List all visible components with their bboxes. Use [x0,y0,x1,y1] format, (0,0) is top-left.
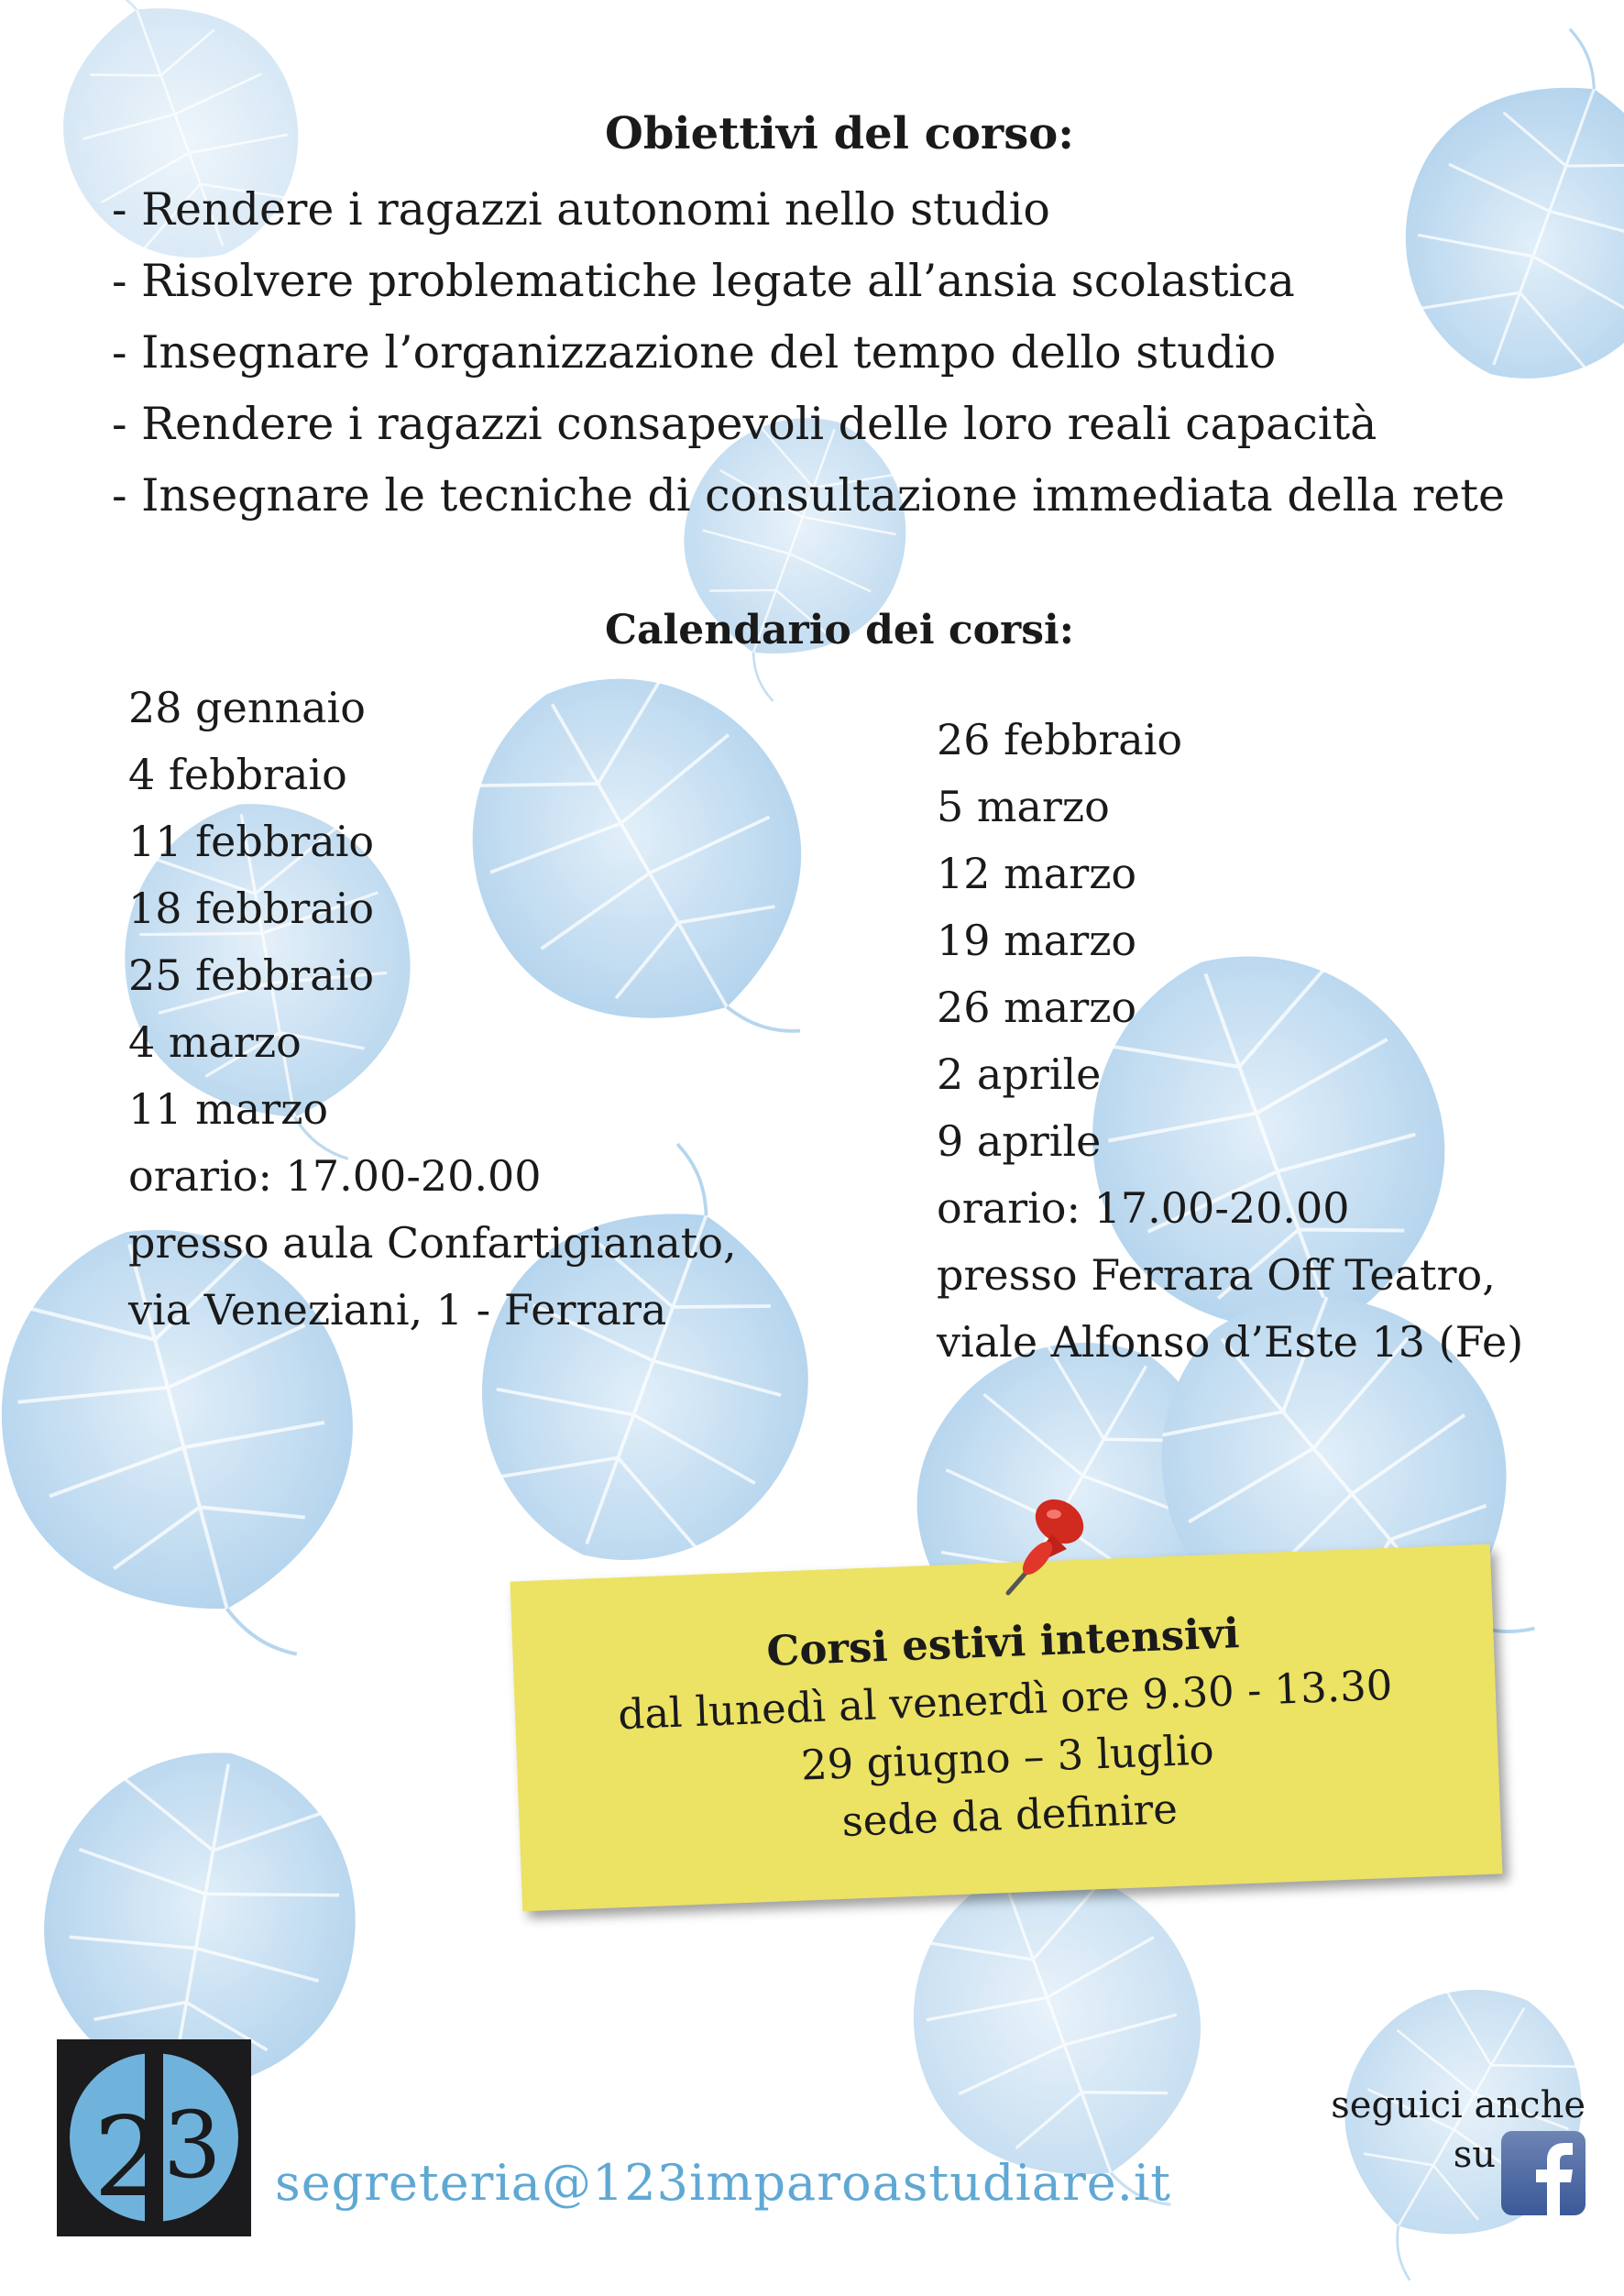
summer-course-location: sede da definire [840,1784,1179,1846]
pushpin-icon [971,1485,1100,1631]
calendar-entry: 2 aprile [937,1049,1102,1099]
objective-item: - Insegnare le tecniche di consultazione immediata della rete [112,469,1505,522]
svg-text:3: 3 [163,2092,222,2199]
calendar-title: Calendario dei corsi: [605,607,1074,654]
contact-email-link[interactable]: segreteria@123imparoastudiare.it [275,2154,1171,2212]
objective-item: - Insegnare l’organizzazione del tempo dello studio [112,326,1277,379]
calendar-entry: 12 marzo [937,849,1137,898]
follow-text: seguici anche [1331,2084,1586,2126]
calendar-time: orario: 17.00-20.00 [128,1151,542,1201]
objective-item: - Rendere i ragazzi consapevoli delle loro reali capacità [112,398,1377,450]
calendar-right-column [937,707,1523,1376]
calendar-entry: 25 febbraio [128,950,375,1000]
calendar-entry: 9 aprile [937,1116,1102,1166]
logo [57,2039,251,2236]
calendar-entry: 18 febbraio [128,884,375,933]
calendar-entry: 28 gennaio [128,683,366,732]
svg-text:2: 2 [93,2094,164,2222]
calendar-address: via Veneziani, 1 - Ferrara [128,1285,667,1335]
calendar-entry: 26 marzo [937,983,1137,1032]
calendar-entry: 5 marzo [937,782,1110,831]
objective-item: - Rendere i ragazzi autonomi nello studio [112,183,1050,236]
facebook-icon[interactable] [1501,2131,1586,2215]
calendar-entry: 4 marzo [128,1017,302,1067]
summer-course-dates: 29 giugno – 3 luglio [800,1725,1215,1790]
calendar-venue: presso Ferrara Off Teatro, [937,1250,1496,1300]
calendar-entry: 11 febbraio [128,817,375,866]
calendar-entry: 19 marzo [937,916,1137,965]
objectives-title: Obiettivi del corso: [605,108,1074,159]
summer-course-title: Corsi estivi intensivi [765,1609,1241,1675]
calendar-address: viale Alfonso d’Este 13 (Fe) [937,1317,1524,1367]
objective-item: - Risolvere problematiche legate all’ansia scolastica [112,255,1295,307]
calendar-entry: 4 febbraio [128,750,347,799]
summer-course-schedule: dal lunedì al venerdì ore 9.30 - 13.30 [617,1660,1394,1740]
calendar-left-column [128,675,737,1344]
follow-text-su: su [1453,2134,1496,2176]
calendar-entry: 26 febbraio [937,715,1183,764]
calendar-entry: 11 marzo [128,1084,329,1134]
objectives-list [112,174,1505,532]
calendar-time: orario: 17.00-20.00 [937,1183,1350,1233]
calendar-venue: presso aula Confartigianato, [128,1218,737,1268]
